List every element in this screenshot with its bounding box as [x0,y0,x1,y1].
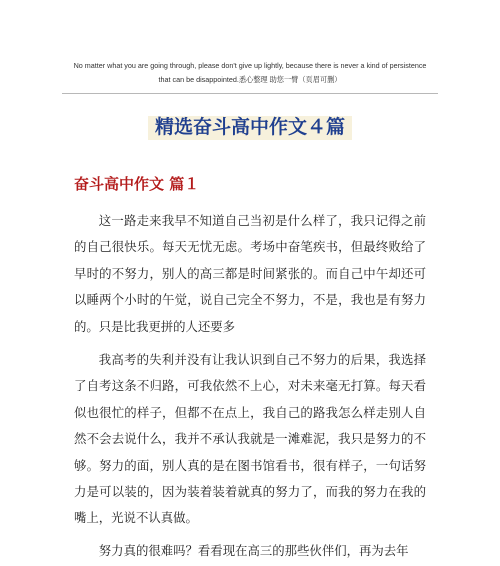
header-motto [50,59,450,87]
body-paragraph-3: 努力真的很难吗？看看现在高三的那些伙伴们，再为去年 [98,543,409,558]
header-motto-line-1: No matter what you are going through, please don't give up lightly, because there is never a kind of persistence [73,61,427,70]
body-paragraph-1: 这一路走来我早不知道自己当初是什么样了，我只记得之前的自己很快乐。每天无忧无虑。考场中奋笔疾书，但最终败给了早时的不努力，别人的高三都是时间紧张的。而自己中午却还可以睡两个小时的午觉，说自己完全不努力，不是，我也是有努力的。只是比我更拼的人还要多 [74,213,426,334]
header-divider [62,93,438,94]
header-motto-line-2: that can be disappointed.悉心整理 助您一臂（页眉可删） [158,75,342,84]
section-heading: 奋斗高中作文 篇１ [74,175,200,193]
body-paragraph-2: 我高考的失利并没有让我认识到自己不努力的后果，我选择了自考这条不归路，可我依然不上心，对未来毫无打算。每天看似也很忙的样子，但都不在点上，我自己的路我怎么样走别人自然不会去说什么，我并不承认我就是一滩难泥，我只是努力的不够。努力的面，别人真的是在图书馆看书，很有样子，一句话努力是可以装的，因为装着装着就真的努力了，而我的努力在我的嘴上，光说不认真做。 [74,352,426,526]
document-title: 精选奋斗高中作文４篇 [154,116,345,138]
